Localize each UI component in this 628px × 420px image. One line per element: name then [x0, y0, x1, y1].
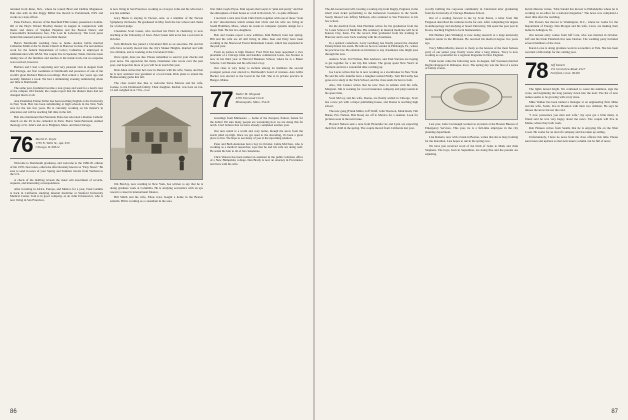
- class-76-secretary-name: Martin E. Doyle: [35, 136, 57, 141]
- left-column-1: returned from Reno, Nev., where he toured Brad and Debbie Magnuson. Dan also tells us that Peggy Miller has moved to Portsmouth, N.H. and works as a loan officer. Peter Pacheco, director of the Deerfield Film Center, presented a double-bill at the Hop's Warner Brodley theater in August in conjunction with music and dance of Stephen Hopkins and the Boston Dance and Consortium's Renaissance fare, The Lost & Laboratory. The local press hailed this unusual pairing as excellent theater. Here's Dartmouth wedding close to home. Andrea Gibbs married Catherine Smith at the St. Denis Church in Hanover in June. Pat and Andrea work for the federal Department of Labor; Catherine is employed in administration with I.B.M. The couple live in Spokane, Wash. Dan has been taking care of the furniture and teaches at the inside track, but no response was received, however. Barbara and I had a surprising and very pleasant visit in August from Bob Partage, our first roommate at Dartmouth and possessor of one of the world's great Richard Burton recordings. Bob retired a few years ago and recently finished a book. We had a stimulating evening reminiscing about our time at Dartmouth. The same year, freshman became a tour group and went for a dean's tour of the campus. Old friends; the couple report that the dinners there had not changed much at all. Ann Penniman Elaine Stiller has been teaching English at the University in New York. Bob has been substituting at high schools in the New York area for the last few years. He is currently working on his master's in education and will be teaching full time in the fall. Bob also mentioned that Fernando Peleo has relocated a Roman Catholic church on the 29 in the cathedral in Paris. Pierre Saint-Fernando studied theology at St. John's and on to Brighton, Mass. and then Chicago. 76 Martin E. Doyle 1750 N. Wells St., Apt. 810 Chicago, IL 60614 Welcome to Dartmouth graduates, and welcome to the 1980–81 edition of the 1976 class notes, otherwise affectionately known as "Easy Street." Be sure to send in news of your Spring and Summer travels from Vermont to the U.S. A check of the mailbag reveals the usual odd assortment of records, requests, and interesting correspondence. After traveling in Africa, Europe, and Mexico for a year, Trent Gamms is back in California studying internal medicine at Stanford University Medical Center. Tom is in good company, as do John Urbanowicz, who is now living in San Francisco.: [10, 8, 103, 203]
- class-77-secretary-city: Minneapolis, Minn. 55416: [235, 99, 270, 104]
- left-page-number: 86: [10, 409, 17, 415]
- right-page: [315, 0, 628, 420]
- class-78-secretary-street: 151 Greenview Road, #127: [550, 67, 586, 72]
- class-year-78: 78: [525, 58, 548, 84]
- class-78-secretary-name: Jeff Immelt: [550, 63, 565, 68]
- class-76-secretary-address: [35, 134, 69, 149]
- class-76-header: [10, 131, 103, 159]
- class-76-secretary-city: Chicago, IL 60614: [35, 144, 60, 149]
- class-77-secretary-street: 4700 Fairwood Circle: [235, 95, 264, 100]
- left-column-2: is now living in San Francisco working as a lawyer. John and his wife had a son last summer. Gary Burns is staying in Tucson, Ariz. as a member of the Tucson Symphony Orchestra. He graduated in May from the law school and clerks for a federal judge. Classmate Scott Green, who received his Ph.D. in chemistry, is now teaching at the University of Iowa. Peter Green tells us he has a son born in October. Tom Michaels has joined a Cleveland firm as an associate. He and his wife have recently moved into the city's Shaker Heights, married and with two children, and is working at the Cleveland Clinic. Once again, dues are due. Please remember to send in your checks and your news. We appreciate the many classmates who wrote over the past year, and hope that more of you will be in touch this year. Rick Allen writes that he's now in Denver with his wife, Susan, and that he is now assistant vice president at a local bank. Rick plans to attend the Homecoming game this fall. The class would also like to welcome Steve Marcus and his wife, Joanne, to the Dartmouth family. Their daughter, Rachel, was born on Jan. 12 and weighed in at 7 lbs., 2 oz. Jim Barclay, now residing in New York, has written to say that he is doing graduate work at Columbia. He is studying economics with an eye toward a career in international finance. Bill Smith and his wife, Ellen, have bought a home in the Boston suburbs. Bill is working as a consultant in the area.: [110, 8, 203, 203]
- photo-building-illustration: [111, 97, 202, 179]
- class-77-header: [210, 86, 303, 114]
- right-column-2: vocally baffling the corporate community in Cincinnati after graduating from the University of Chicago Business School. Out of a reading forward to me by Scott Peters, a letter from Jim Ferguson described his ventures in the far east. After completing his degree in anthropology and studying at Seoul University, Jim spent the past year in Korea, teaching English to local businessmen. Jim Holmes (aka Whiskey) is now doing research at a large university medical center in the Midwest. He received his medical degree two years ago. Tracy Miller-Mertin, known to many as the hostess of the most famous party of our senior year, finally wrote after a long silence. Tracy is now working as a journalist for a regional magazine in New England. Frank Grant came the following note. In August, Jeff Sorensen married Regina Rappport in Dubuque, Iowa. The spring day was the first of a series of family events. Last year, John Cavanaugh worked as an intern at the Boston Bureau of Emergency Services. This year, he is a full-time employee in the city planning department. Lisa Roberts, now with a bank in Boston, writes that she is busy training for the marathon. Lisa hopes to run in the spring race. We have just received word of the birth of twins to Mark and Julie Stephens. The boys, born in September, are doing fine and the parents are adjusting.: [425, 8, 518, 156]
- left-page: [0, 0, 313, 420]
- class-78-header: [525, 57, 618, 85]
- left-column-3: first child, Gayle Elyse. Paul reports that Gayle is "pink and pretty" and that the atmosphere of their house as a toll in Norwich, Vt., is quite different. I received a nice note from Chris Davis together with one of those "look at me" introductions which relates that Chris and his wife are living in South Hamilton, Mass., where he works in computer systems design for a major firm. He has two daughters. Bob and Joanne report a new addition, Kim Ballard, born last spring. Bill and his wife are all still living in Ohio. Ken and Patty have been working at the Sherwood Forest Retirement Center, which has expanded in the past year. From us parties is high finance: Fred Wall has been appointed a vice president of a Chicago bank and handles commercial loans. Jon Stacker is now in his third year at Harvard Business School, where he is a Baker Scholar. Carl Daniels and his wife had a boy. Our class is very lucky to include among its members the second youngest person ever elected to Dartmouth's board of trustees. Ann Gibbs Hecker was elected to the board in the fall. She is in private practice in Bangor, Maine. 77 Walter M. Wiegand 4700 Fairwood Circle Minneapolis, Minn. 55416 Greetings from Minnesota — home of the cheapest, flattest, fastest for the dollar! I'm sure many people are wondering how we are doing this far north. Can't believe that we have already completed another year. Our new rental is a warm and cozy home, though the snow from the storm piled up high. Once we got used to the shoveling, it's been a great place to live. We hope to see many of you at the upcoming reunion. Peter and Beth Anderson had a boy in October. Jamie McClure, who is working as a medical researcher, says that he and his wife are doing well. He sends his best to all of his classmates. Chris Watson has been named an assistant in the public relations office of a New Hampshire college. Dan Brady is now an attorney in Providence and lives with his wife.: [210, 8, 303, 167]
- decorative-ornament: [425, 74, 518, 120]
- class-year-76: 76: [10, 131, 33, 157]
- right-column-1: The All-Green band will, bearing a touring trip from Rugby, England, in the small town ticket performing to the hometown bookstore in the South. Sorely missed was Jeffrey McKean, who returned to San Francisco to his law school. On the medical front, Dan Hartman writes for his graduation from the St. Louis School of Medicine. His residency in internal medicine will be in Kansas City, Kans. For the record, Dan graduated from his training in Hanover and is now back working with his classmates. In a spirited comeback, Larry Goldberg has finally passed the dreaded Pennsylvania bar exam. He tells us he now resides in Pittsburgh, Pa., where he practices law. He extends an invitation to any classmates who might pass through the area. Andrew Scott, Ted Wilson, Bob Andrews, and Paul Stevens are hoping to get together for a ski trip this winter. The group spent New Year's in Vermont and had a wonderful time catching up. Joe Lucas writes that he is now working as a stockbroker in New York. He and his wife Jennifer have a daughter named Emily. Tom McCarthy has gone on to study at the Tuck School, and the class sends its best to both. Also, Jim Connor writes that he now lives in Atlanta with his wife, Margaret. Jim is working for a local insurance company and plays tennis in his spare time. Scott McCoy and his wife, Donna, are finally settled in Chicago. Scott has a new job with a major publishing house, and Donna is teaching high school. The new gang (Frank Miller, Jeff Wolff, John Woolson, Mark Rush, Tim Burke, Eric Nelson, Bob Ross) are off to Mexico for a reunion. Look for pictures soon in the next issue. Howard Nelson sent a note from Honolulu: he and Lynn are expecting their first child in the spring. The couple moved from California last year.: [325, 8, 418, 130]
- ornament-illustration: [426, 75, 517, 119]
- class-78-secretary-address: [550, 60, 585, 75]
- class-78-secretary-city: Fairfield, Conn. 06430: [550, 71, 580, 76]
- class-77-secretary-address: [235, 89, 269, 104]
- right-page-number: 87: [611, 409, 618, 415]
- right-column-3: Kevin Duncan writes, "Dan Sandel has moved to Philadelphia where he is working as an editor for a national magazine." The news was completed a short time after the wedding. Jim Powers has moved to Washington, D.C., where he works for the Department of Energy. Dan Morgan and his wife, Carol, are making their home in Arlington, Va. Our newest entry comes from Jeff Cole, who was married in October. Jeff and his bride Elizabeth live near Denver. The wedding party included several members of the class. Karen Lowe is doing graduate work in economics at Yale. She has been awarded a fellowship for the coming year. 78 Jeff Immelt 151 Greenview Road, #127 Fairfield, Conn. 06430 The lights turned bright. We continued to count the numbers, sign the votes, and beginning the long journey down into the next. The list of new names seems to be growing with every issue. Mike Walker has been named a manager at an engineering firm. Mike and his wife, Sarah, live in Houston with their two children. He says he misses the snow but not the cold. "I now pronounce you man and wife," my eyes got a little misty. A friend said he was very happy about the news. The couple will live in Maine, where they both work. Rob Hanson writes from Seattle that he is enjoying life on the West Coast. He works for an aircraft company and has taken up sailing. Unfortunately, I have no news from the class officers this time. Please send notes and updates so that next issue's column can be full of news.: [525, 8, 618, 144]
- class-76-photo: [110, 96, 203, 180]
- class-77-secretary-name: Walter M. Wiegand: [235, 91, 261, 96]
- class-year-77: 77: [210, 86, 233, 112]
- class-76-secretary-street: 1750 N. Wells St., Apt. 810: [35, 140, 70, 145]
